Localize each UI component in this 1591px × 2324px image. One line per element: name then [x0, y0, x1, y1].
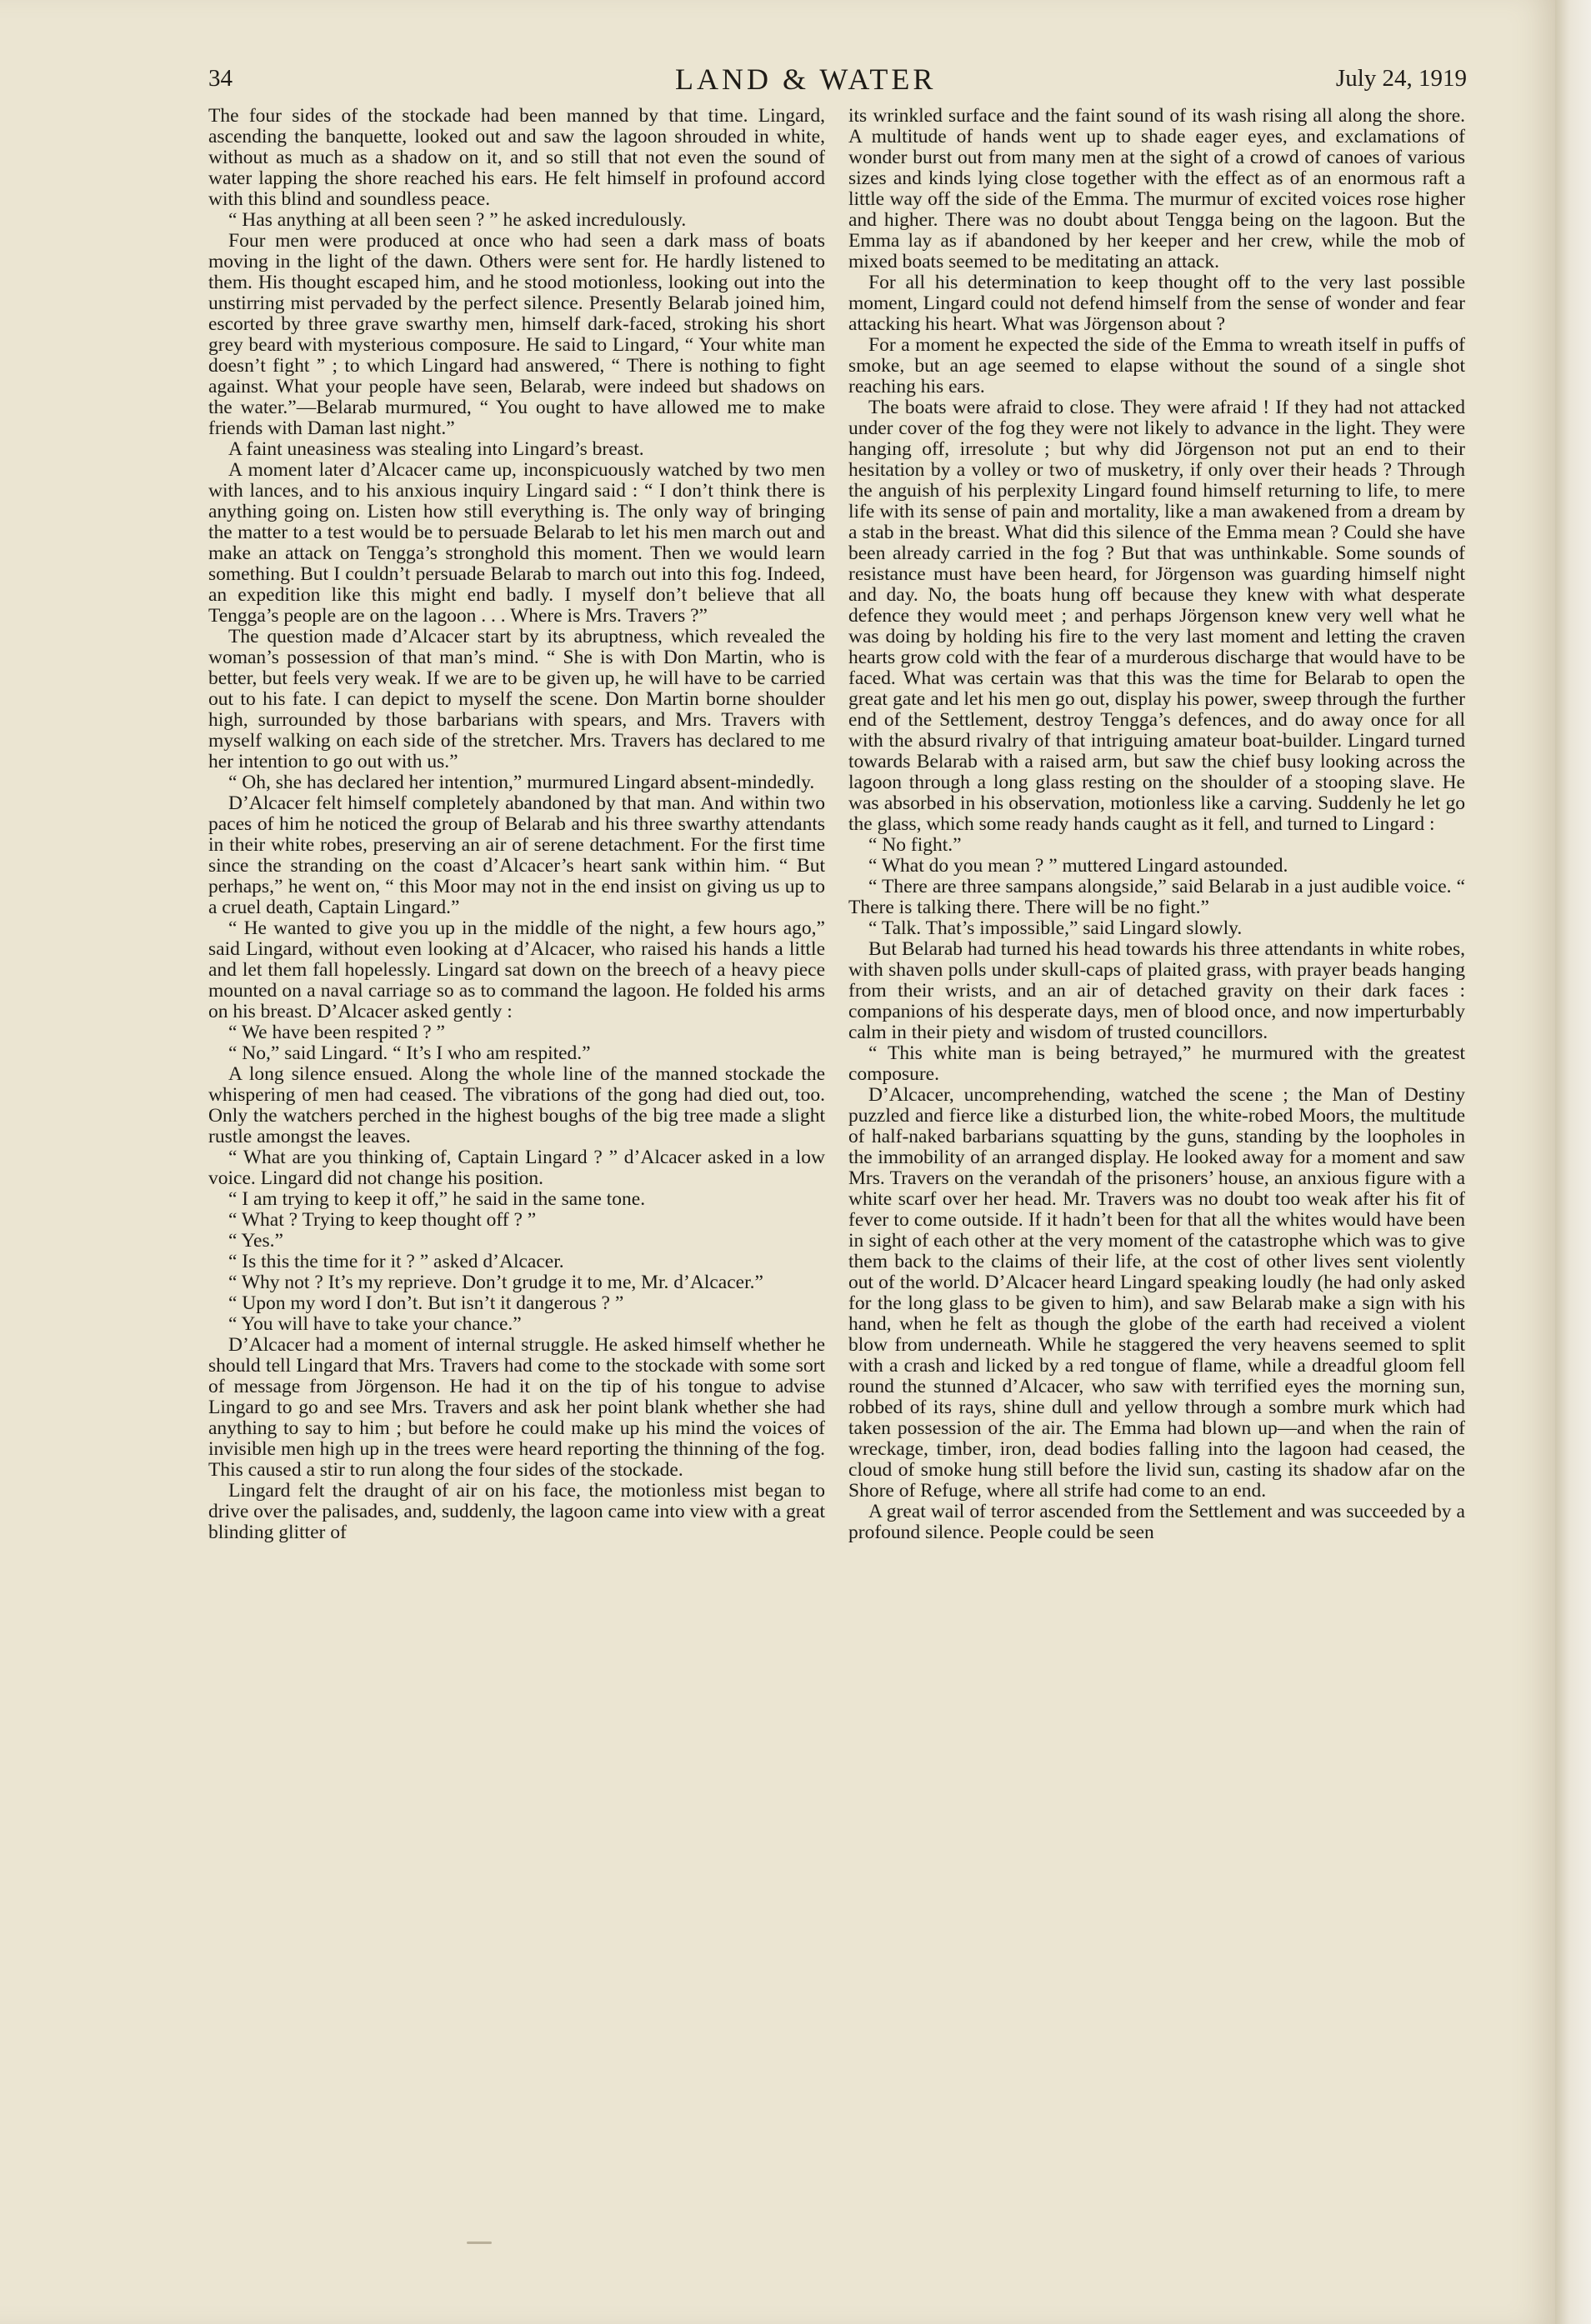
magazine-title: LAND & WATER — [675, 62, 937, 96]
paragraph: D’Alcacer, uncomprehending, watched the scene ; the Man of Destiny puzzled and fierce like a disturbed lion, the white-robed Moors, the multitude of half-naked barbarians squatting by the guns, standing by the loopholes in the immobility of an arranged display. He looked away for a moment and saw Mrs. Travers on the verandah of the prisoners’ house, an anxious figure with a white scarf over her head. Mr. Travers was no doubt too weak after his fit of fever to come outside. If it hadn’t been for that all the whites would have been in sight of each other at the very moment of the catastrophe which was to give them back to the claims of their life, at the cost of other lives sent violently out of the world. D’Alcacer heard Lingard speaking loudly (he had only asked for the long glass to be given to him), and saw Belarab make a sign with his hand, when he felt as though the globe of the earth had received a violent blow from underneath. While he staggered the very heavens seemed to split with a crash and licked by a red tongue of flame, while a dreadful gloom fell round the stunned d’Alcacer, who saw with terrified eyes the morning sun, robbed of its rays, shine dull and yellow through a sombre murk which had taken possession of the air. The Emma had blown up—and when the rain of wreckage, timber, iron, dead bodies falling into the lagoon had ceased, the cloud of smoke hung still before the livid sun, casting its shadow afar on the Shore of Refuge, where all strife had come to an end. — [848, 1084, 1465, 1502]
paragraph: “ Why not ? It’s my reprieve. Don’t grudge it to me, Mr. d’Alcacer.” — [228, 1272, 763, 1293]
print-smudge — [467, 2242, 492, 2244]
paragraph: D’Alcacer had a moment of internal struggle. He asked himself whether he should tell Lingard that Mrs. Travers had come to the stockade with some sort of message from Jörgenson. He had it on the tip of his tongue to advise Lingard to go and see Mrs. Travers and ask her point blank whether she had anything to say to him ; but before he could make up his mind the voices of invisible men high up in the trees were heard reporting the thinning of the fog. This caused a stir to run along the four sides of the stockade. — [208, 1334, 825, 1481]
paragraph: Lingard felt the draught of air on his face, the motionless mist began to drive over the palisades, and, suddenly, the lagoon came into view with a great blinding glitter of — [208, 1480, 825, 1543]
paragraph: “ There are three sampans alongside,” said Belarab in a just audible voice. “ There is talking there. There will be no fight.” — [848, 876, 1465, 918]
left-column — [208, 106, 825, 1543]
paragraph: “ I am trying to keep it off,” he said in the same tone. — [228, 1188, 646, 1210]
paragraph: “ Upon my word I don’t. But isn’t it dangerous ? ” — [228, 1292, 624, 1314]
paragraph: D’Alcacer felt himself completely abandoned by that man. And within two paces of him he noticed the group of Belarab and his three swarthy attendants in their white robes, preserving an air of serene detachment. For the first time since the stranding on the coast d’Alcacer’s heart sank within him. “ But perhaps,” he went on, “ this Moor may not in the end insist on giving us up to a cruel death, Captain Lingard.” — [208, 792, 825, 918]
paragraph: The boats were afraid to close. They were afraid ! If they had not attacked under cover of the fog they were not likely to advance in the light. They were hanging off, irresolute ; but why did Jörgenson not put an end to their hesitation by a volley or two of musketry, if only over their heads ? Through the anguish of his perplexity Lingard found himself returning to life, to mere life with its sense of pain and mortality, like a man awakened from a dream by a stab in the breast. What did this silence of the Emma mean ? Could she have been already carried in the fog ? But that was unthinkable. Some sounds of resistance must have been heard, for Jörgenson was guarding himself night and day. No, the boats hung off because they knew with what desperate defence they would meet ; and perhaps Jörgenson knew very well what he was doing by holding his fire to the very last moment and letting the craven hearts grow cold with the fear of a murderous discharge that would have to be faced. What was certain was that this was the time for Belarab to open the great gate and let his men go out, display his power, sweep through the further end of the Settlement, destroy Tengga’s defences, and do away once for all with the absurd rivalry of that intriguing amateur boat-builder. Lingard turned towards Belarab with a raised arm, but saw the chief busy looking across the lagoon through a long glass resting on the shoulder of a stooping slave. He was absorbed in his observation, motionless like a carving. Suddenly he let go the glass, which some ready hands caught as it fell, and turned to Lingard : — [848, 397, 1465, 835]
paragraph: “ Oh, she has declared her intention,” murmured Lingard absent-mindedly. — [228, 772, 815, 793]
paragraph: For all his determination to keep thought off to the very last possible moment, Lingard could not defend himself from the sense of wonder and fear attacking his heart. What was Jörgenson about ? — [848, 272, 1465, 335]
paragraph: “ Talk. That’s impossible,” said Lingard slowly. — [868, 917, 1243, 939]
paragraph: “ You will have to take your chance.” — [228, 1313, 522, 1335]
paragraph: “ Yes.” — [228, 1230, 283, 1252]
paragraph: “ No,” said Lingard. “ It’s I who am respited.” — [228, 1042, 591, 1064]
paragraph: “ Is this the time for it ? ” asked d’Alcacer. — [228, 1251, 564, 1272]
paragraph: The four sides of the stockade had been manned by that time. Lingard, ascending the banquette, looked out and saw the lagoon shrouded in white, without as much as a shadow on it, and so still that not even the sound of water lapping the shore reached his ears. He felt himself in profound accord with this blind and soundless peace. — [208, 105, 825, 210]
paragraph: A faint uneasiness was stealing into Lingard’s breast. — [228, 438, 644, 460]
paragraph: “ We have been respited ? ” — [228, 1022, 445, 1043]
paragraph: “ Has anything at all been seen ? ” he asked incredulously. — [228, 209, 687, 231]
paragraph: “ What do you mean ? ” muttered Lingard astounded. — [868, 855, 1288, 877]
paragraph: Four men were produced at once who had seen a dark mass of boats moving in the light of the dawn. Others were sent for. He hardly listened to them. His thought escaped him, and he stood motionless, looking out into the unstirring mist pervaded by the perfect silence. Presently Belarab joined him, escorted by three grave swarthy men, himself dark-faced, stroking his short grey beard with mysterious composure. He said to Lingard, “ Your white man doesn’t fight ” ; to which Lingard had answered, “ There is nothing to fight against. What your people have seen, Belarab, were indeed but shadows on the water.”—Belarab murmured, “ You ought to have allowed me to make friends with Daman last night.” — [208, 230, 825, 439]
paragraph: “ No fight.” — [868, 834, 962, 856]
paragraph: “ He wanted to give you up in the middle of the night, a few hours ago,” said Lingard, without even looking at d’Alcacer, who raised his hands a little and let them fall hopelessly. Lingard sat down on the breech of a heavy piece mounted on a naval carriage so as to command the lagoon. He folded his arms on his breast. D’Alcacer asked gently : — [208, 917, 825, 1022]
paragraph: For a moment he expected the side of the Emma to wreath itself in puffs of smoke, but an age seemed to elapse without the sound of a single shot reaching his ears. — [848, 334, 1465, 397]
paragraph: A great wail of terror ascended from the Settlement and was succeeded by a profound silence. People could be seen — [848, 1501, 1465, 1543]
paragraph: The question made d’Alcacer start by its abruptness, which revealed the woman’s possession of that man’s mind. “ She is with Don Martin, who is better, but feels very weak. If we are to be given up, he will have to be carried out to his fate. I can depict to myself the scene. Don Martin borne shoulder high, surrounded by those barbarians with spears, and Mrs. Travers with myself walking on each side of the stretcher. Mrs. Travers has declared to me her intention to go out with us.” — [208, 626, 825, 772]
paragraph: “ What are you thinking of, Captain Lingard ? ” d’Alcacer asked in a low voice. Lingard did not change his position. — [208, 1147, 825, 1189]
page-number: 34 — [208, 65, 233, 92]
paragraph: its wrinkled surface and the faint sound of its wash rising all along the shore. A multitude of hands went up to shade eager eyes, and exclamations of wonder burst out from many men at the sight of a crowd of canoes of various sizes and kinds lying close together with the effect as of an enormous raft a little way off the side of the Emma. The murmur of excited voices rose higher and higher. There was no doubt about Tengga being on the lagoon. But the Emma lay as if abandoned by her keeper and her crew, while the mob of mixed boats seemed to be meditating an attack. — [848, 105, 1465, 272]
right-column — [848, 106, 1465, 1543]
paragraph: A moment later d’Alcacer came up, inconspicuously watched by two men with lances, and to his anxious inquiry Lingard said : “ I don’t think there is anything going on. Listen how still everything is. The only way of bringing the matter to a test would be to persuade Belarab to let his men march out and make an attack on Tengga’s stronghold this moment. Then we would learn something. But I couldn’t persuade Belarab to march out into this fog. Indeed, an expedition like this might end badly. I myself don’t believe that all Tengga’s people are on the lagoon . . . Where is Mrs. Travers ?” — [208, 459, 825, 627]
paragraph: “ This white man is being betrayed,” he murmured with the greatest composure. — [848, 1042, 1465, 1085]
issue-date: July 24, 1919 — [1335, 65, 1467, 92]
paragraph: But Belarab had turned his head towards his three attendants in white robes, with shaven polls under skull-caps of plaited grass, with prayer beads hanging from their wrists, and an air of detached gravity on their dark faces : companions of his desperate days, men of blood once, and now imperturbably calm in their piety and wisdom of trusted councillors. — [848, 938, 1465, 1043]
page-edge — [1555, 0, 1591, 2324]
page-header — [208, 62, 1467, 112]
paragraph: “ What ? Trying to keep thought off ? ” — [228, 1209, 537, 1231]
paragraph: A long silence ensued. Along the whole line of the manned stockade the whispering of men had ceased. The vibrations of the gong had died out, too. Only the watchers perched in the highest boughs of the big tree made a slight rustle amongst the leaves. — [208, 1063, 825, 1147]
